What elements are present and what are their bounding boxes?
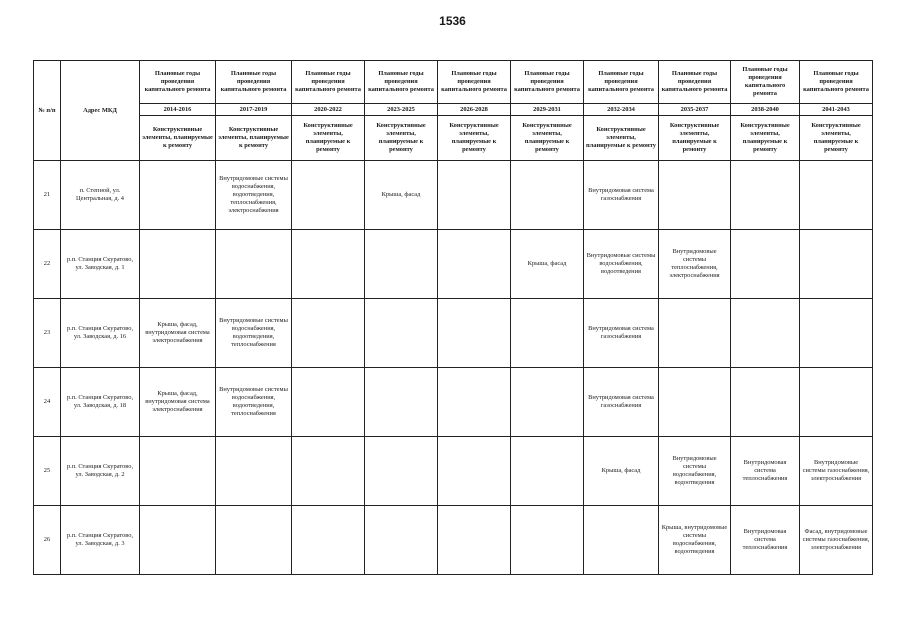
repair-cell (731, 161, 800, 230)
header-elements-label: Конструктивные элементы, планируемые к ремонту (140, 116, 216, 161)
repair-cell (140, 230, 216, 299)
header-period: 2035-2037 (659, 104, 731, 116)
header-elements-label: Конструктивные элементы, планируемые к ремонту (659, 116, 731, 161)
header-plan-label: Плановые годы проведения капитального ремонта (365, 61, 438, 104)
header-period: 2029-2031 (511, 104, 584, 116)
repair-cell: Крыша, фасад, внутридомовая система электроснабжения (140, 368, 216, 437)
repair-cell (511, 437, 584, 506)
repair-cell (216, 230, 292, 299)
repair-cell (511, 299, 584, 368)
header-elements-label: Конструктивные элементы, планируемые к ремонту (292, 116, 365, 161)
header-period: 2020-2022 (292, 104, 365, 116)
repair-cell (365, 368, 438, 437)
repair-cell (800, 368, 873, 437)
header-row-elements (34, 116, 873, 161)
page-number: 1536 (439, 14, 466, 28)
row-address: р.п. Станция Скуратово, ул. Заводская, д. 16 (61, 299, 140, 368)
header-num: № п/п (34, 61, 61, 161)
header-plan-label: Плановые годы проведения капитального ремонта (216, 61, 292, 104)
table-row (34, 437, 873, 506)
header-plan-label: Плановые годы проведения капитального ремонта (438, 61, 511, 104)
header-plan-label: Плановые годы проведения капитального ремонта (800, 61, 873, 104)
repair-cell: Внутридомовые системы водоснабжения, водоотведения (584, 230, 659, 299)
row-number: 21 (34, 161, 61, 230)
row-number: 25 (34, 437, 61, 506)
repair-cell: Крыша, фасад, внутридомовая система электроснабжения (140, 299, 216, 368)
header-elements-label: Конструктивные элементы, планируемые к ремонту (438, 116, 511, 161)
table-row (34, 161, 873, 230)
table-row (34, 506, 873, 575)
repair-cell (800, 161, 873, 230)
header-period: 2041-2043 (800, 104, 873, 116)
repair-cell (216, 437, 292, 506)
row-address: р.п. Станция Скуратово, ул. Заводская, д. 18 (61, 368, 140, 437)
header-elements-label: Конструктивные элементы, планируемые к ремонту (511, 116, 584, 161)
repair-cell: Фасад, внутридомовые системы газоснабжения, электроснабжения (800, 506, 873, 575)
repair-cell (292, 506, 365, 575)
repair-cell (140, 161, 216, 230)
repair-cell (365, 230, 438, 299)
header-plan-label: Плановые годы проведения капитального ремонта (511, 61, 584, 104)
repair-cell (511, 368, 584, 437)
repair-cell: Внутридомовые системы газоснабжения, электроснабжения (800, 437, 873, 506)
table-body (34, 161, 873, 575)
header-period: 2026-2028 (438, 104, 511, 116)
header-period: 2014-2016 (140, 104, 216, 116)
repair-cell (731, 299, 800, 368)
repair-cell: Крыша, фасад (584, 437, 659, 506)
repair-cell: Внутридомовая система газоснабжения (584, 161, 659, 230)
row-address: п. Степной, ул. Центральная, д. 4 (61, 161, 140, 230)
repair-cell (140, 437, 216, 506)
repair-cell (292, 437, 365, 506)
header-elements-label: Конструктивные элементы, планируемые к ремонту (731, 116, 800, 161)
repair-cell (292, 161, 365, 230)
repair-cell: Внутридомовая система газоснабжения (584, 299, 659, 368)
header-row-periods (34, 104, 873, 116)
header-elements-label: Конструктивные элементы, планируемые к ремонту (584, 116, 659, 161)
repair-cell (800, 230, 873, 299)
header-period: 2017-2019 (216, 104, 292, 116)
repair-cell (800, 299, 873, 368)
repair-cell (584, 506, 659, 575)
repair-cell (511, 161, 584, 230)
repair-cell (731, 368, 800, 437)
repair-cell (365, 299, 438, 368)
row-address: р.п. Станция Скуратово, ул. Заводская, д. 2 (61, 437, 140, 506)
repair-cell: Внутридомовые системы водоснабжения, водоотведения, теплоснабжения (216, 368, 292, 437)
header-plan-label: Плановые годы проведения капитального ремонта (292, 61, 365, 104)
row-address: р.п. Станция Скуратово, ул. Заводская, д. 3 (61, 506, 140, 575)
repair-cell (659, 161, 731, 230)
header-plan-label: Плановые годы проведения капитального ремонта (659, 61, 731, 104)
repair-cell (140, 506, 216, 575)
repair-cell: Крыша, фасад (365, 161, 438, 230)
repair-cell (438, 437, 511, 506)
repair-cell (659, 368, 731, 437)
repair-cell (659, 299, 731, 368)
repair-cell (438, 161, 511, 230)
table-row (34, 368, 873, 437)
header-address: Адрес МКД (61, 61, 140, 161)
row-number: 26 (34, 506, 61, 575)
repair-cell: Внутридомовые системы водоснабжения, водоотведения (659, 437, 731, 506)
repair-cell (365, 506, 438, 575)
header-plan-label: Плановые годы проведения капитального ремонта (584, 61, 659, 104)
repair-cell (438, 230, 511, 299)
repair-cell (511, 506, 584, 575)
row-number: 22 (34, 230, 61, 299)
repair-cell: Крыша, внутридомовые системы водоснабжения, водоотведения (659, 506, 731, 575)
repair-cell: Внутридомовая система теплоснабжения (731, 437, 800, 506)
header-period: 2023-2025 (365, 104, 438, 116)
repair-cell (292, 230, 365, 299)
repair-cell: Внутридомовые системы теплоснабжения, электроснабжения (659, 230, 731, 299)
header-elements-label: Конструктивные элементы, планируемые к ремонту (365, 116, 438, 161)
repair-cell: Внутридомовые системы водоснабжения, водоотведения, теплоснабжения (216, 299, 292, 368)
repair-cell (292, 299, 365, 368)
table-row (34, 230, 873, 299)
repair-cell (438, 506, 511, 575)
repair-cell: Внутридомовая система газоснабжения (584, 368, 659, 437)
repair-cell: Внутридомовая система теплоснабжения (731, 506, 800, 575)
header-period: 2032-2034 (584, 104, 659, 116)
row-number: 24 (34, 368, 61, 437)
repair-cell (438, 368, 511, 437)
row-number: 23 (34, 299, 61, 368)
repair-cell (731, 230, 800, 299)
header-plan-label: Плановые годы проведения капитального ремонта (731, 61, 800, 104)
header-elements-label: Конструктивные элементы, планируемые к ремонту (216, 116, 292, 161)
header-elements-label: Конструктивные элементы, планируемые к ремонту (800, 116, 873, 161)
repair-cell (292, 368, 365, 437)
capital-repair-schedule-table (33, 60, 873, 575)
table-row (34, 299, 873, 368)
repair-cell (365, 437, 438, 506)
header-row-plan (34, 61, 873, 104)
row-address: р.п. Станция Скуратово, ул. Заводская, д. 1 (61, 230, 140, 299)
repair-cell: Внутридомовые системы водоснабжения, водоотведения, теплоснабжения, электроснабжения (216, 161, 292, 230)
header-period: 2038-2040 (731, 104, 800, 116)
repair-cell (438, 299, 511, 368)
repair-cell: Крыша, фасад (511, 230, 584, 299)
repair-cell (216, 506, 292, 575)
header-plan-label: Плановые годы проведения капитального ремонта (140, 61, 216, 104)
